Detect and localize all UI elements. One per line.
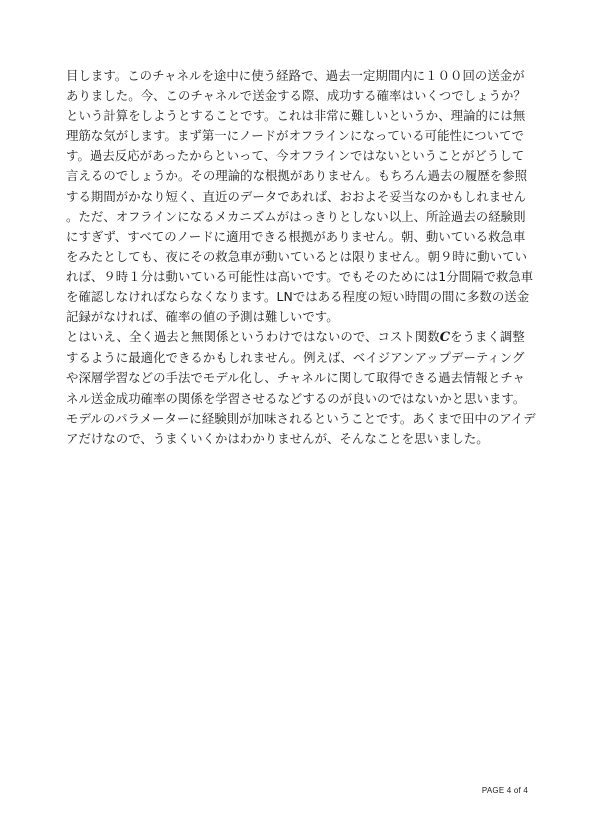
page-number-footer: PAGE 4 of 4 [481,786,528,795]
paragraph-text: 目します。このチャネルを途中に使う経路で、過去一定期間内に１００回の送金がありました。今、このチャネルで送金する際、成功する確率はいくつでしょうか？という計算をしようとすることです。これは非常に難しいというか、理論的には無理筋な気がします。まず第一にノードがオフラインになっている可能性についてです。過去反応があったからといって、今オフラインではないということがどうして言えるのでしょうか。その理論的な根拠がありません。もちろん過去の履歴を参照する期間がかなり短く、直近のデータであれば、おおよそ妥当なのかもしれません。ただ、オフラインになるメカニズムがはっきりとしない以上、所詮過去の経験則にすぎず、すべてのノードに適用できる根拠がありません。朝、動いている救急車をみたとしても、夜にその救急車が動いているとは限りません。朝９時に動いていれば、９時１分は動いている可能性は高いです。でもそのためには1分間隔で救急車を確認しなければならなくなります。LNではある程度の短い時間の間に多数の送金記録がなければ、確率の値の予測は難しいです。 [66,68,534,325]
paragraph-text: とはいえ、全く過去と無関係というわけではないので、コスト関数 [66,329,440,345]
cost-function-symbol: C [439,330,451,346]
paragraph-cost-function [66,327,536,449]
paragraph-text-continued: をうまく調整するように最適化できるかもしれません。例えば、ベイジアンアップデーティングや深層学習などの手法でモデル化し、チャネルに関して取得できる過去情報とチャネル送金成功確率の関係を学習させるなどするのが良いのではないかと思います。モデルのパラメーターに経験則が加味されるということです。あくまで田中のアイデアだけなので、うまくいくかはわかりませんが、そんなことを思いました。 [66,329,536,446]
paragraph-offline-probability [66,66,536,327]
body-text [66,66,536,449]
